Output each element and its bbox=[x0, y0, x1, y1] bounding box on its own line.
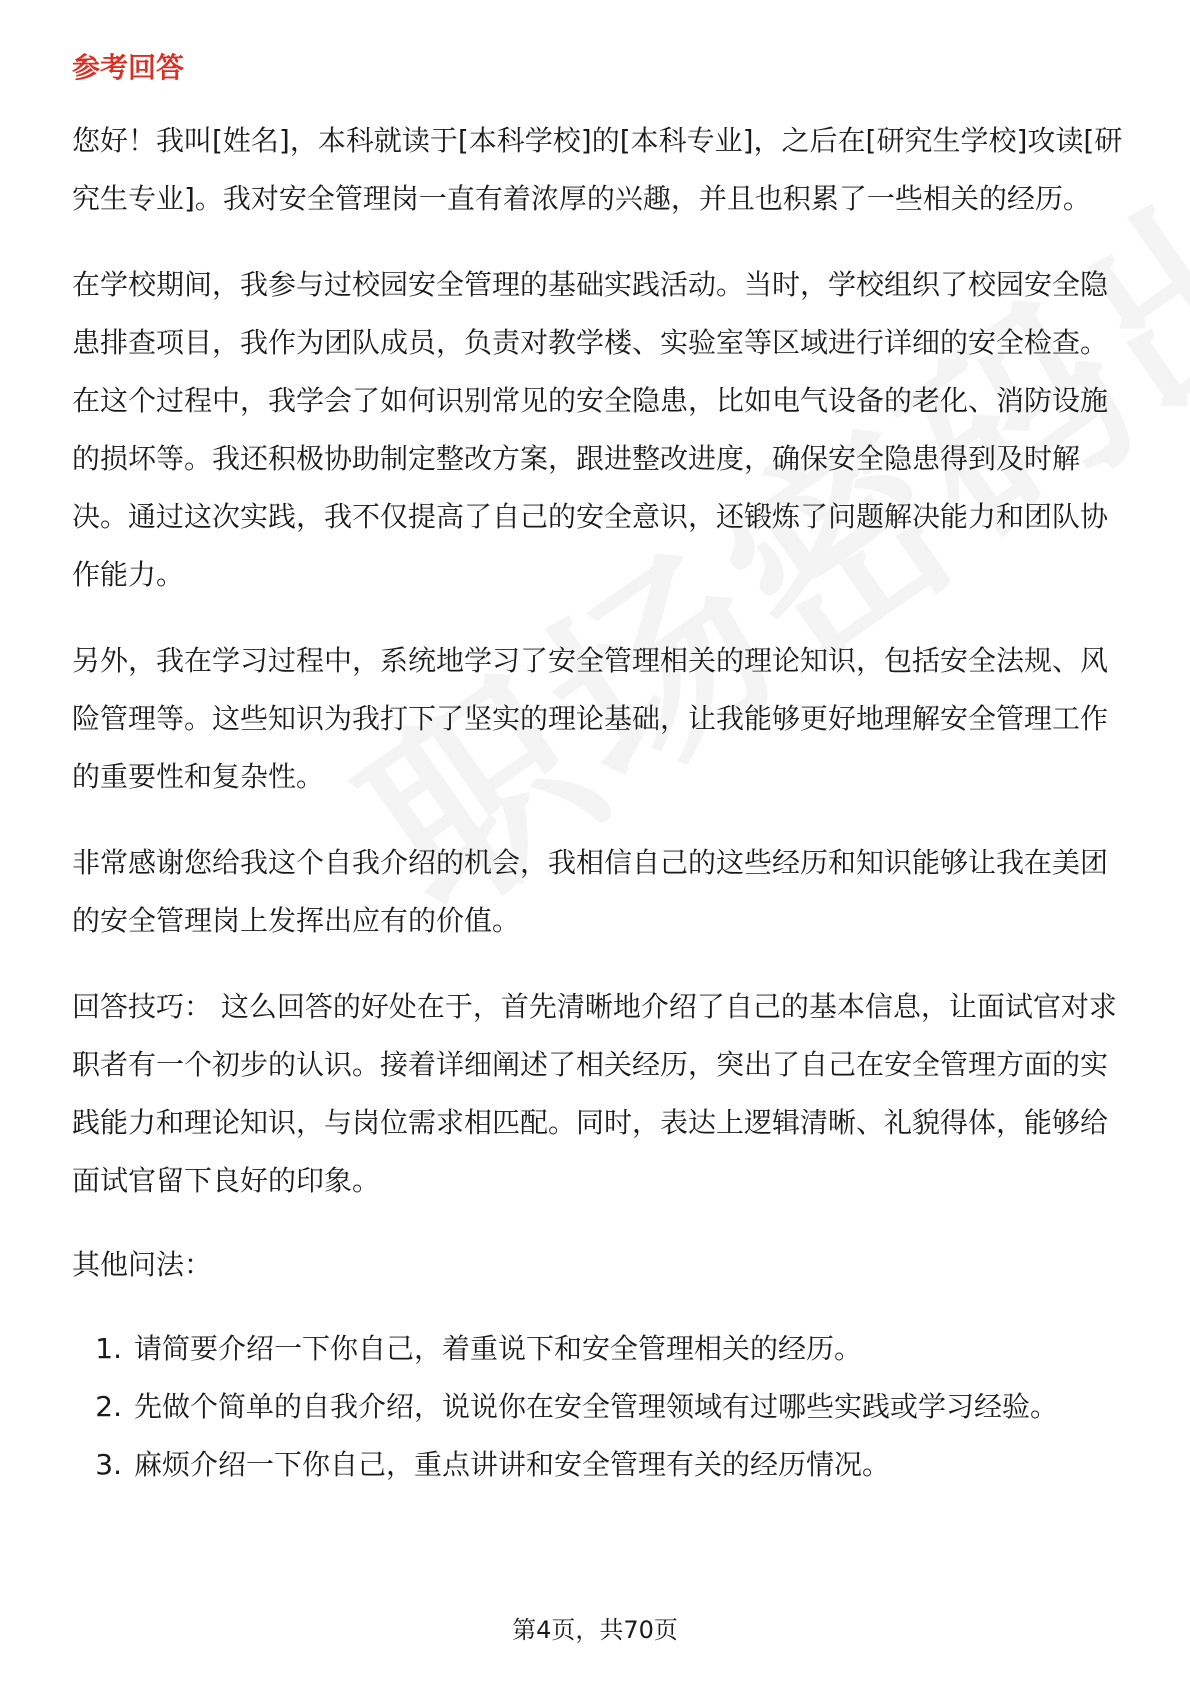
page-number-footer: 第4页，共70页 bbox=[512, 1616, 678, 1644]
section-heading: 参考回答 bbox=[72, 51, 185, 84]
paragraph-intro: 您好！我叫[姓名]，本科就读于[本科学校]的[本科专业]，之后在[研究生学校]攻读[研究生专业]。我对安全管理岗一直有着浓厚的兴趣，并且也积累了一些相关的经历。 bbox=[72, 124, 1123, 215]
paragraph-theory: 另外，我在学习过程中，系统地学习了安全管理相关的理论知识，包括安全法规、风险管理等。这些知识为我打下了坚实的理论基础，让我能够更好地理解安全管理工作的重要性和复杂性。 bbox=[72, 644, 1109, 793]
list-number: 3. bbox=[95, 1448, 122, 1481]
list-item-text: 请简要介绍一下你自己，着重说下和安全管理相关的经历。 bbox=[134, 1332, 863, 1365]
paragraph-school-practice: 在学校期间，我参与过校园安全管理的基础实践活动。当时，学校组织了校园安全隐患排查项目，我作为团队成员，负责对教学楼、实验室等区域进行详细的安全检查。在这个过程中，我学会了如何识别常见的安全隐患，比如电气设备的老化、消防设施的损坏等。我还积极协助制定整改方案，跟进整改进度，确保安全隐患得到及时解决。通过这次实践，我不仅提高了自己的安全意识，还锻炼了问题解决能力和团队协作能力。 bbox=[72, 268, 1109, 591]
paragraph-thanks: 非常感谢您给我这个自我介绍的机会，我相信自己的这些经历和知识能够让我在美团的安全管理岗上发挥出应有的价值。 bbox=[72, 846, 1109, 937]
list-item-text: 麻烦介绍一下你自己，重点讲讲和安全管理有关的经历情况。 bbox=[134, 1448, 891, 1481]
list-number: 2. bbox=[95, 1390, 122, 1423]
other-questions-list bbox=[72, 1320, 1127, 1494]
answer-tips: 回答技巧： 这么回答的好处在于，首先清晰地介绍了自己的基本信息，让面试官对求职者有一个初步的认识。接着详细阐述了相关经历，突出了自己在安全管理方面的实践能力和理论知识，与岗位需求相匹配。同时，表达上逻辑清晰、礼貌得体，能够给面试官留下良好的印象。 bbox=[72, 990, 1117, 1197]
answer-content bbox=[72, 112, 1127, 1494]
other-questions-label: 其他问法： bbox=[72, 1248, 213, 1281]
list-item bbox=[72, 1378, 1127, 1436]
list-number: 1. bbox=[95, 1332, 122, 1365]
list-item-text: 先做个简单的自我介绍，说说你在安全管理领域有过哪些实践或学习经验。 bbox=[134, 1390, 1059, 1423]
list-item bbox=[72, 1320, 1127, 1378]
list-item bbox=[72, 1436, 1127, 1494]
